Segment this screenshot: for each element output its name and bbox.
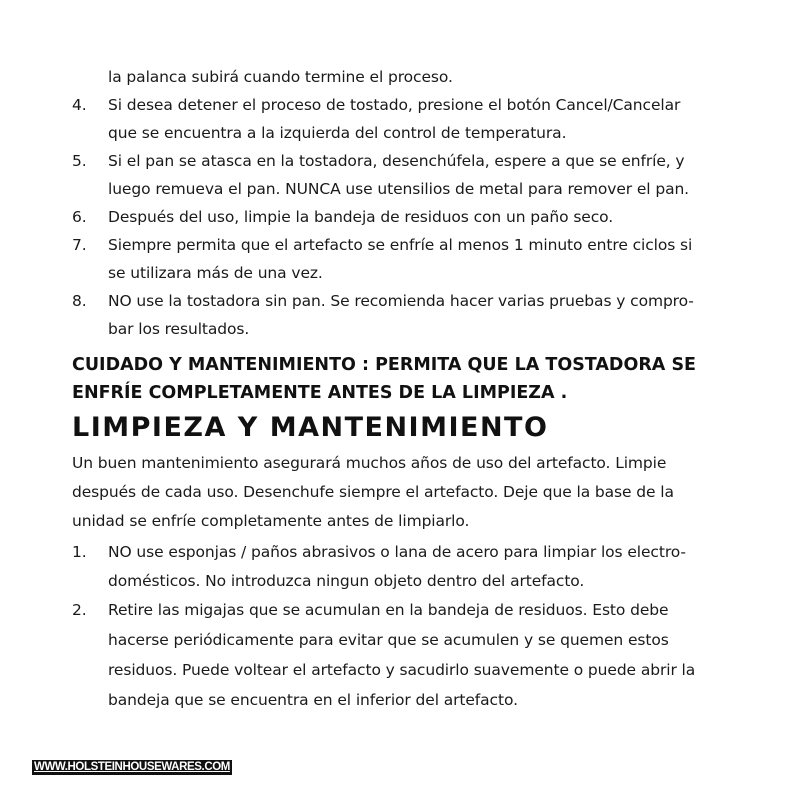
step-text: NO use la tostadora sin pan. Se recomienda hacer varias pruebas y compro-	[108, 292, 694, 310]
step-text: que se encuentra a la izquierda del control de temperatura.	[108, 124, 567, 142]
step-number: 2.	[72, 601, 87, 619]
step-number: 4.	[72, 96, 87, 114]
step-text: luego remueva el pan. NUNCA use utensilios de metal para remover el pan.	[108, 180, 690, 198]
step-text: hacerse periódicamente para evitar que se acumulen y se quemen estos	[108, 631, 669, 649]
step-text: bandeja que se encuentra en el inferior del artefacto.	[108, 691, 518, 709]
step-number: 6.	[72, 208, 87, 226]
step-text: residuos. Puede voltear el artefacto y sacudirlo suavemente o puede abrir la	[108, 661, 696, 679]
step-text: Si desea detener el proceso de tostado, presione el botón Cancel/Cancelar	[108, 96, 681, 114]
step-number: 8.	[72, 292, 87, 310]
step-text: NO use esponjas / paños abrasivos o lana de acero para limpiar los electro-	[108, 543, 686, 561]
caution-line-1: CUIDADO Y MANTENIMIENTO : PERMITA QUE LA TOSTADORA SE	[72, 355, 697, 375]
step-text: Si el pan se atasca en la tostadora, desenchúfela, espere a que se enfríe, y	[108, 152, 685, 170]
intro-text: unidad se enfríe completamente antes de limpiarlo.	[72, 512, 470, 530]
step-text: se utilizara más de una vez.	[108, 264, 323, 282]
step-text: domésticos. No introduzca ningun objeto dentro del artefacto.	[108, 572, 585, 590]
step-number: 1.	[72, 543, 87, 561]
step-text: Retire las migajas que se acumulan en la bandeja de residuos. Esto debe	[108, 601, 669, 619]
step-text: bar los resultados.	[108, 320, 250, 338]
website-link[interactable]: WWW.HOLSTEINHOUSEWARES.COM	[34, 761, 230, 773]
caution-line-2: ENFRÍE COMPLETAMENTE ANTES DE LA LIMPIEZA .	[72, 383, 568, 403]
section-title: LIMPIEZA Y MANTENIMIENTO	[72, 412, 549, 443]
intro-text: después de cada uso. Desenchufe siempre el artefacto. Deje que la base de la	[72, 483, 674, 501]
step-text: Siempre permita que el artefacto se enfríe al menos 1 minuto entre ciclos si	[108, 236, 693, 254]
step-text: Después del uso, limpie la bandeja de residuos con un paño seco.	[108, 208, 614, 226]
intro-text: Un buen mantenimiento asegurará muchos años de uso del artefacto. Limpie	[72, 454, 667, 472]
step-number: 7.	[72, 236, 87, 254]
step-number: 5.	[72, 152, 87, 170]
step-text: la palanca subirá cuando termine el proceso.	[108, 68, 453, 86]
